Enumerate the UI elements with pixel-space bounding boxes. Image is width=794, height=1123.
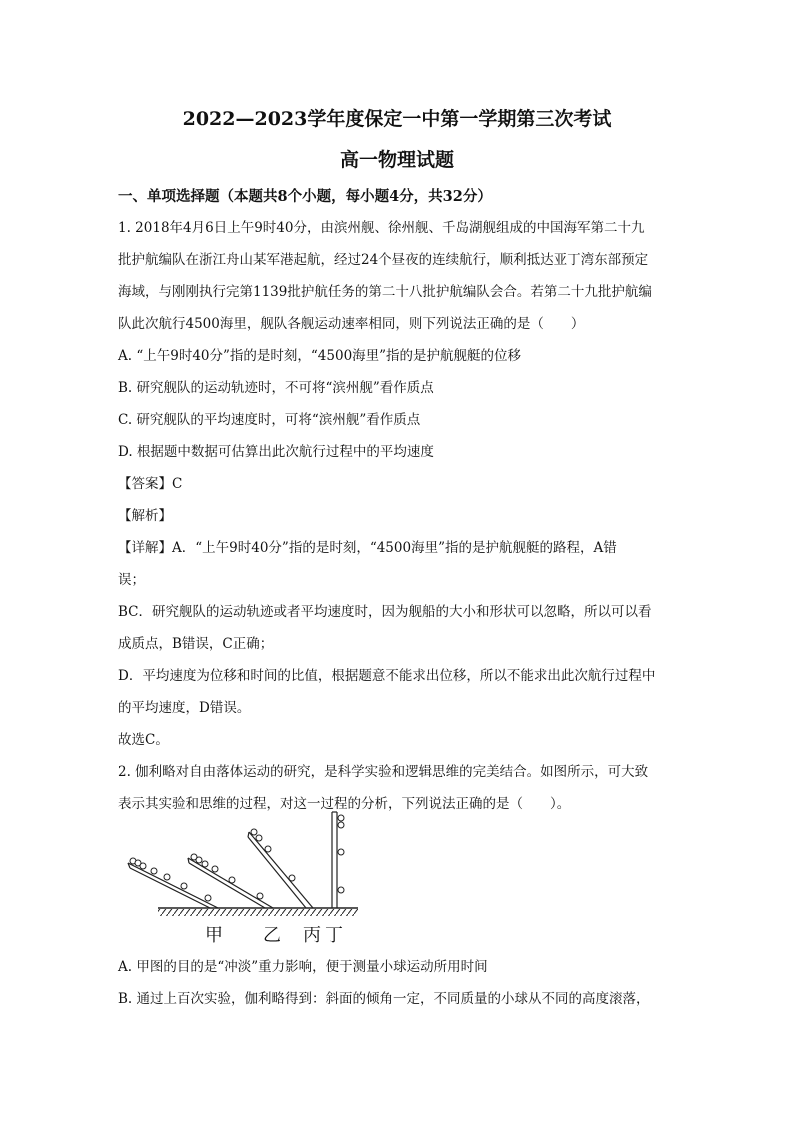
q1-stem-line: 1. 2018年4月6日上午9时40分，由滨州舰、徐州舰、千岛湖舰组成的中国海军第二十九 (118, 220, 645, 236)
q1-answer: 【答案】C (118, 476, 183, 492)
q1-analysis-line: 误； (118, 572, 145, 588)
q2-option-b: B. 通过上百次实验，伽利略得到：斜面的倾角一定，不同质量的小球从不同的高度滚落， (118, 991, 650, 1007)
q1-option-d: D. 根据题中数据可估算出此次航行过程中的平均速度 (118, 444, 434, 460)
figure-label-yi: 乙 (263, 925, 281, 946)
figure-label-ding: 丁 (325, 925, 343, 946)
section-heading: 一、单项选择题（本题共8个小题，每小题4分，共32分） (118, 188, 492, 205)
q1-analysis-line: D．平均速度为位移和时间的比值，根据题意不能求出位移，所以不能求出此次航行过程中 (118, 668, 656, 684)
exam-title: 2022—2023学年度保定一中第一学期第三次考试 (182, 108, 612, 130)
q1-analysis-heading: 【解析】 (118, 508, 172, 524)
q1-analysis-line: 成质点，B错误，C正确； (118, 636, 274, 652)
q2-stem-line: 表示其实验和思维的过程，对这一过程的分析，下列说法正确的是（ ）。 (118, 796, 571, 812)
q1-option-b: B. 研究舰队的运动轨迹时，不可将“滨州舰”看作质点 (118, 380, 434, 396)
q1-stem-line: 批护航编队在浙江舟山某军港起航，经过24个昼夜的连续航行，顺利抵达亚丁湾东部预定 (118, 252, 649, 268)
q1-analysis-line: 的平均速度，D错误。 (118, 700, 251, 716)
galileo-incline-figure (120, 810, 370, 920)
exam-subtitle: 高一物理试题 (339, 149, 454, 171)
q1-option-c: C. 研究舰队的平均速度时，可将“滨州舰”看作质点 (118, 412, 421, 428)
q1-stem-line: 队此次航行4500海里，舰队各舰运动速率相同，则下列说法正确的是（ ） (118, 316, 585, 332)
figure-label-bing: 丙 (303, 925, 321, 946)
q1-stem-line: 海域，与刚刚执行完第1139批护航任务的第二十八批护航编队会合。若第二十九批护航编 (118, 284, 652, 300)
q1-analysis-line: 【详解】A．“上午9时40分”指的是时刻，“4500海里”指的是护航舰艇的路程，A错 (118, 540, 617, 556)
ground-hatch (158, 909, 358, 916)
q2-stem-line: 2. 伽利略对自由落体运动的研究，是科学实验和逻辑思维的完美结合。如图所示，可大致 (118, 764, 649, 780)
q1-option-a: A. “上午9时40分”指的是时刻，“4500海里”指的是护航舰艇的位移 (118, 348, 522, 364)
q2-option-a: A. 甲图的目的是“冲淡”重力影响，便于测量小球运动所用时间 (118, 959, 488, 975)
q1-analysis-line: BC．研究舰队的运动轨迹或者平均速度时，因为舰船的大小和形状可以忽略，所以可以看 (118, 604, 652, 620)
vertical-ding (332, 812, 344, 908)
q1-analysis-line: 故选C。 (118, 732, 169, 748)
figure-label-jia: 甲 (205, 925, 223, 946)
